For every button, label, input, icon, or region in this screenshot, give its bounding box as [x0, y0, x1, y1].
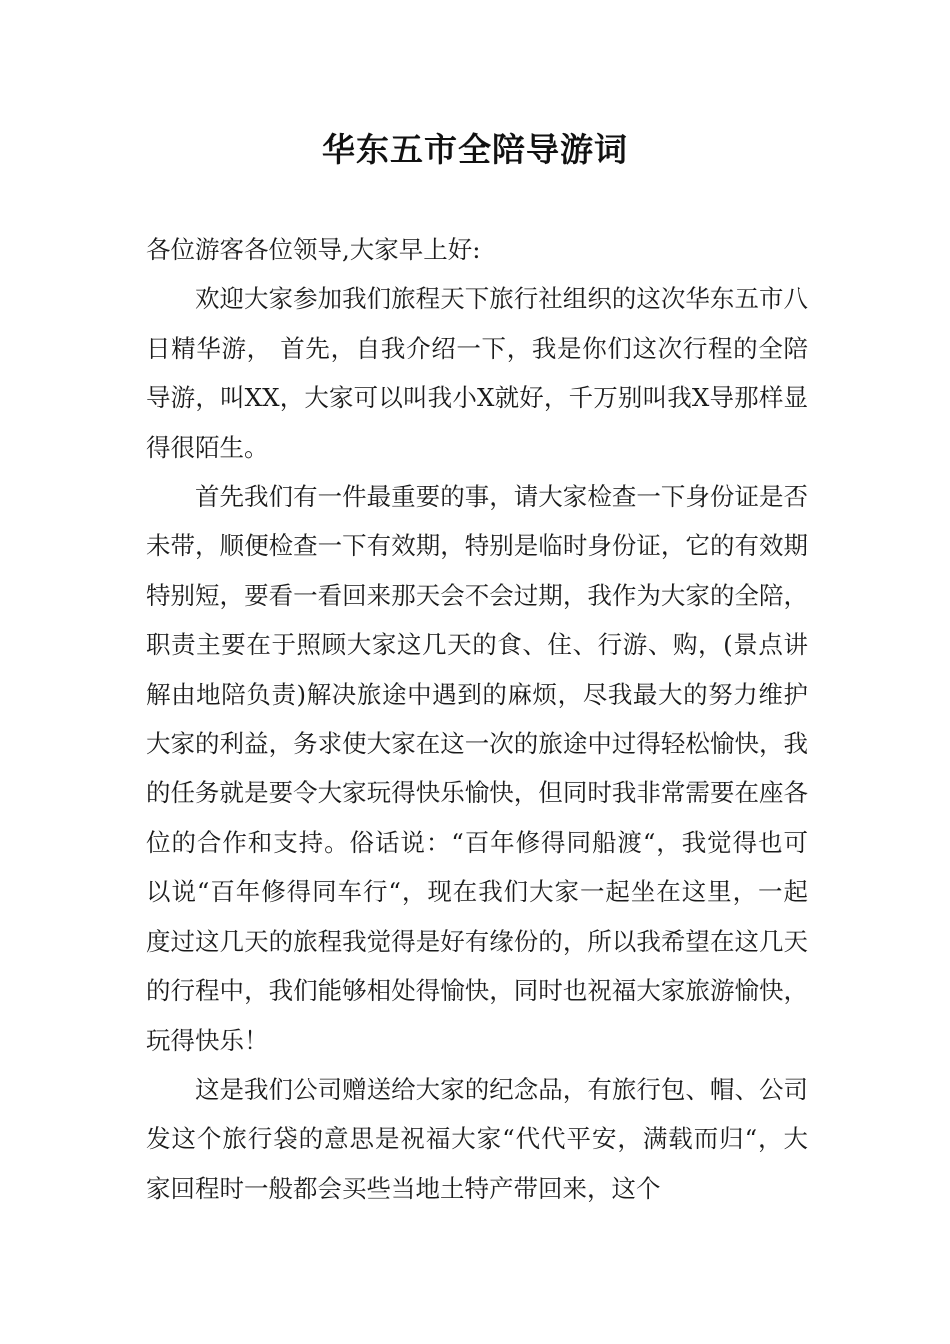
paragraph-welcome: 欢迎大家参加我们旅程天下旅行社组织的这次华东五市八日精华游， 首先，自我介绍一下，我是你们这次行程的全陪导游，叫XX，大家可以叫我小X就好，千万别叫我X导那样显得很陌生。 — [146, 284, 808, 462]
paragraph-souvenir: 这是我们公司赠送给大家的纪念品，有旅行包、帽、公司发这个旅行袋的意思是祝福大家“代代平安，满载而归“，大家回程时一般都会买些当地土特产带回来，这个 — [146, 1074, 808, 1203]
document-title: 华东五市全陪导游词 — [322, 130, 628, 169]
document-body — [146, 225, 808, 1213]
paragraph-id-check: 首先我们有一件最重要的事，请大家检查一下身份证是否未带，顺便检查一下有效期，特别是临时身份证，它的有效期特别短，要看一看回来那天会不会过期，我作为大家的全陪，职责主要在于照顾大家这几天的食、住、行游、购，(景点讲解由地陪负责)解决旅途中遇到的麻烦，尽我最大的努力维护大家的利益，务求使大家在这一次的旅途中过得轻松愉快，我的任务就是要令大家玩得快乐愉快，但同时我非常需要在座各位的合作和支持。俗话说：“百年修得同船渡“，我觉得也可以说“百年修得同车行“，现在我们大家一起坐在这里，一起度过这几天的旅程我觉得是好有缘份的，所以我希望在这几天的行程中，我们能够相处得愉快，同时也祝福大家旅游愉快，玩得快乐！ — [146, 482, 808, 1055]
greeting-line: 各位游客各位领导,大家早上好: — [146, 235, 481, 264]
